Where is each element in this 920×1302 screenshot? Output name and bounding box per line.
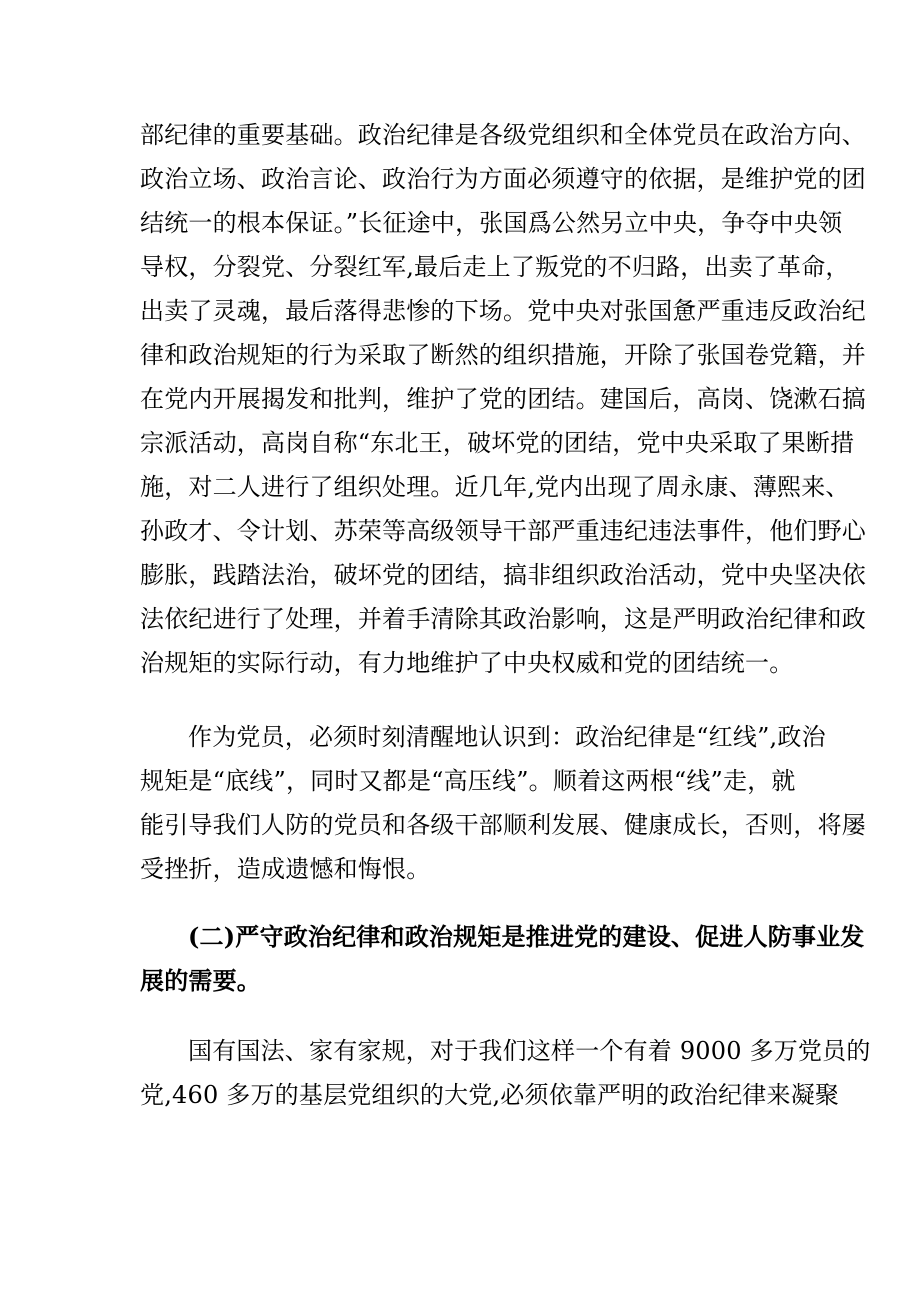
text-line: 治规矩的实际行动，有力地维护了中央权威和党的团结统一。 <box>140 649 794 677</box>
text-line: 政治立场、政治言论、政治行为方面必须遵守的依据，是维护党的团 <box>140 165 866 193</box>
text-line: 律和政治规矩的行为采取了断然的组织措施，开除了张国卷党籍，并 <box>140 341 866 369</box>
text-line: 国有国法、家有家规，对于我们这样一个有着 9000 多万党员的 <box>188 1037 871 1065</box>
text-line: 受挫折，造成遗憾和悔恨。 <box>140 855 431 883</box>
text-line: 作为党员，必须时刻清醒地认识到：政治纪律是“红线”,政治 <box>188 723 826 751</box>
text-line: 结统一的根本保证。”长征途中，张国爲公然另立中央，争夺中央领 <box>140 209 843 237</box>
text-line: 孙政才、令计划、苏荣等高级领导干部严重违纪违法事件，他们野心 <box>140 517 866 545</box>
text-line: 规矩是“底线”，同时又都是“高压线”。顺着这两根“线”走，就 <box>140 767 796 795</box>
text-line: 能引导我们人防的党员和各级干部顺利发展、健康成长，否则，将屡 <box>140 811 866 839</box>
text-line: 部纪律的重要基础。政治纪律是各级党组织和全体党员在政治方向、 <box>140 121 866 149</box>
heading-line: (二)严守政治纪律和政治规矩是推进党的建设、促进人防事业发 <box>188 922 865 951</box>
text-line: 法依纪进行了处理，并着手清除其政治影响，这是严明政治纪律和政 <box>140 605 866 633</box>
text-line: 在党内开展揭发和批判，维护了党的团结。建国后，高岗、饶漱石搞 <box>140 385 866 413</box>
text-line: 出卖了灵魂，最后落得悲惨的下场。党中央对张国惫严重违反政治纪 <box>140 297 866 325</box>
text-line: 导权，分裂党、分裂红军,最后走上了叛党的不归路，出卖了革命， <box>140 253 850 281</box>
text-line: 膨胀，践踏法治，破坏党的团结，搞非组织政治活动，党中央坚决依 <box>140 561 866 589</box>
text-line: 宗派活动，高岗自称“东北王，破坏党的团结，党中央采取了果断措 <box>140 429 855 457</box>
text-line: 施，对二人进行了组织处理。近几年,党内出现了周永康、薄熙来、 <box>140 473 850 501</box>
heading-line: 展的需要。 <box>140 966 261 995</box>
text-line: 党,460 多万的基层党组织的大党,必须依靠严明的政治纪律来凝聚 <box>140 1081 840 1109</box>
